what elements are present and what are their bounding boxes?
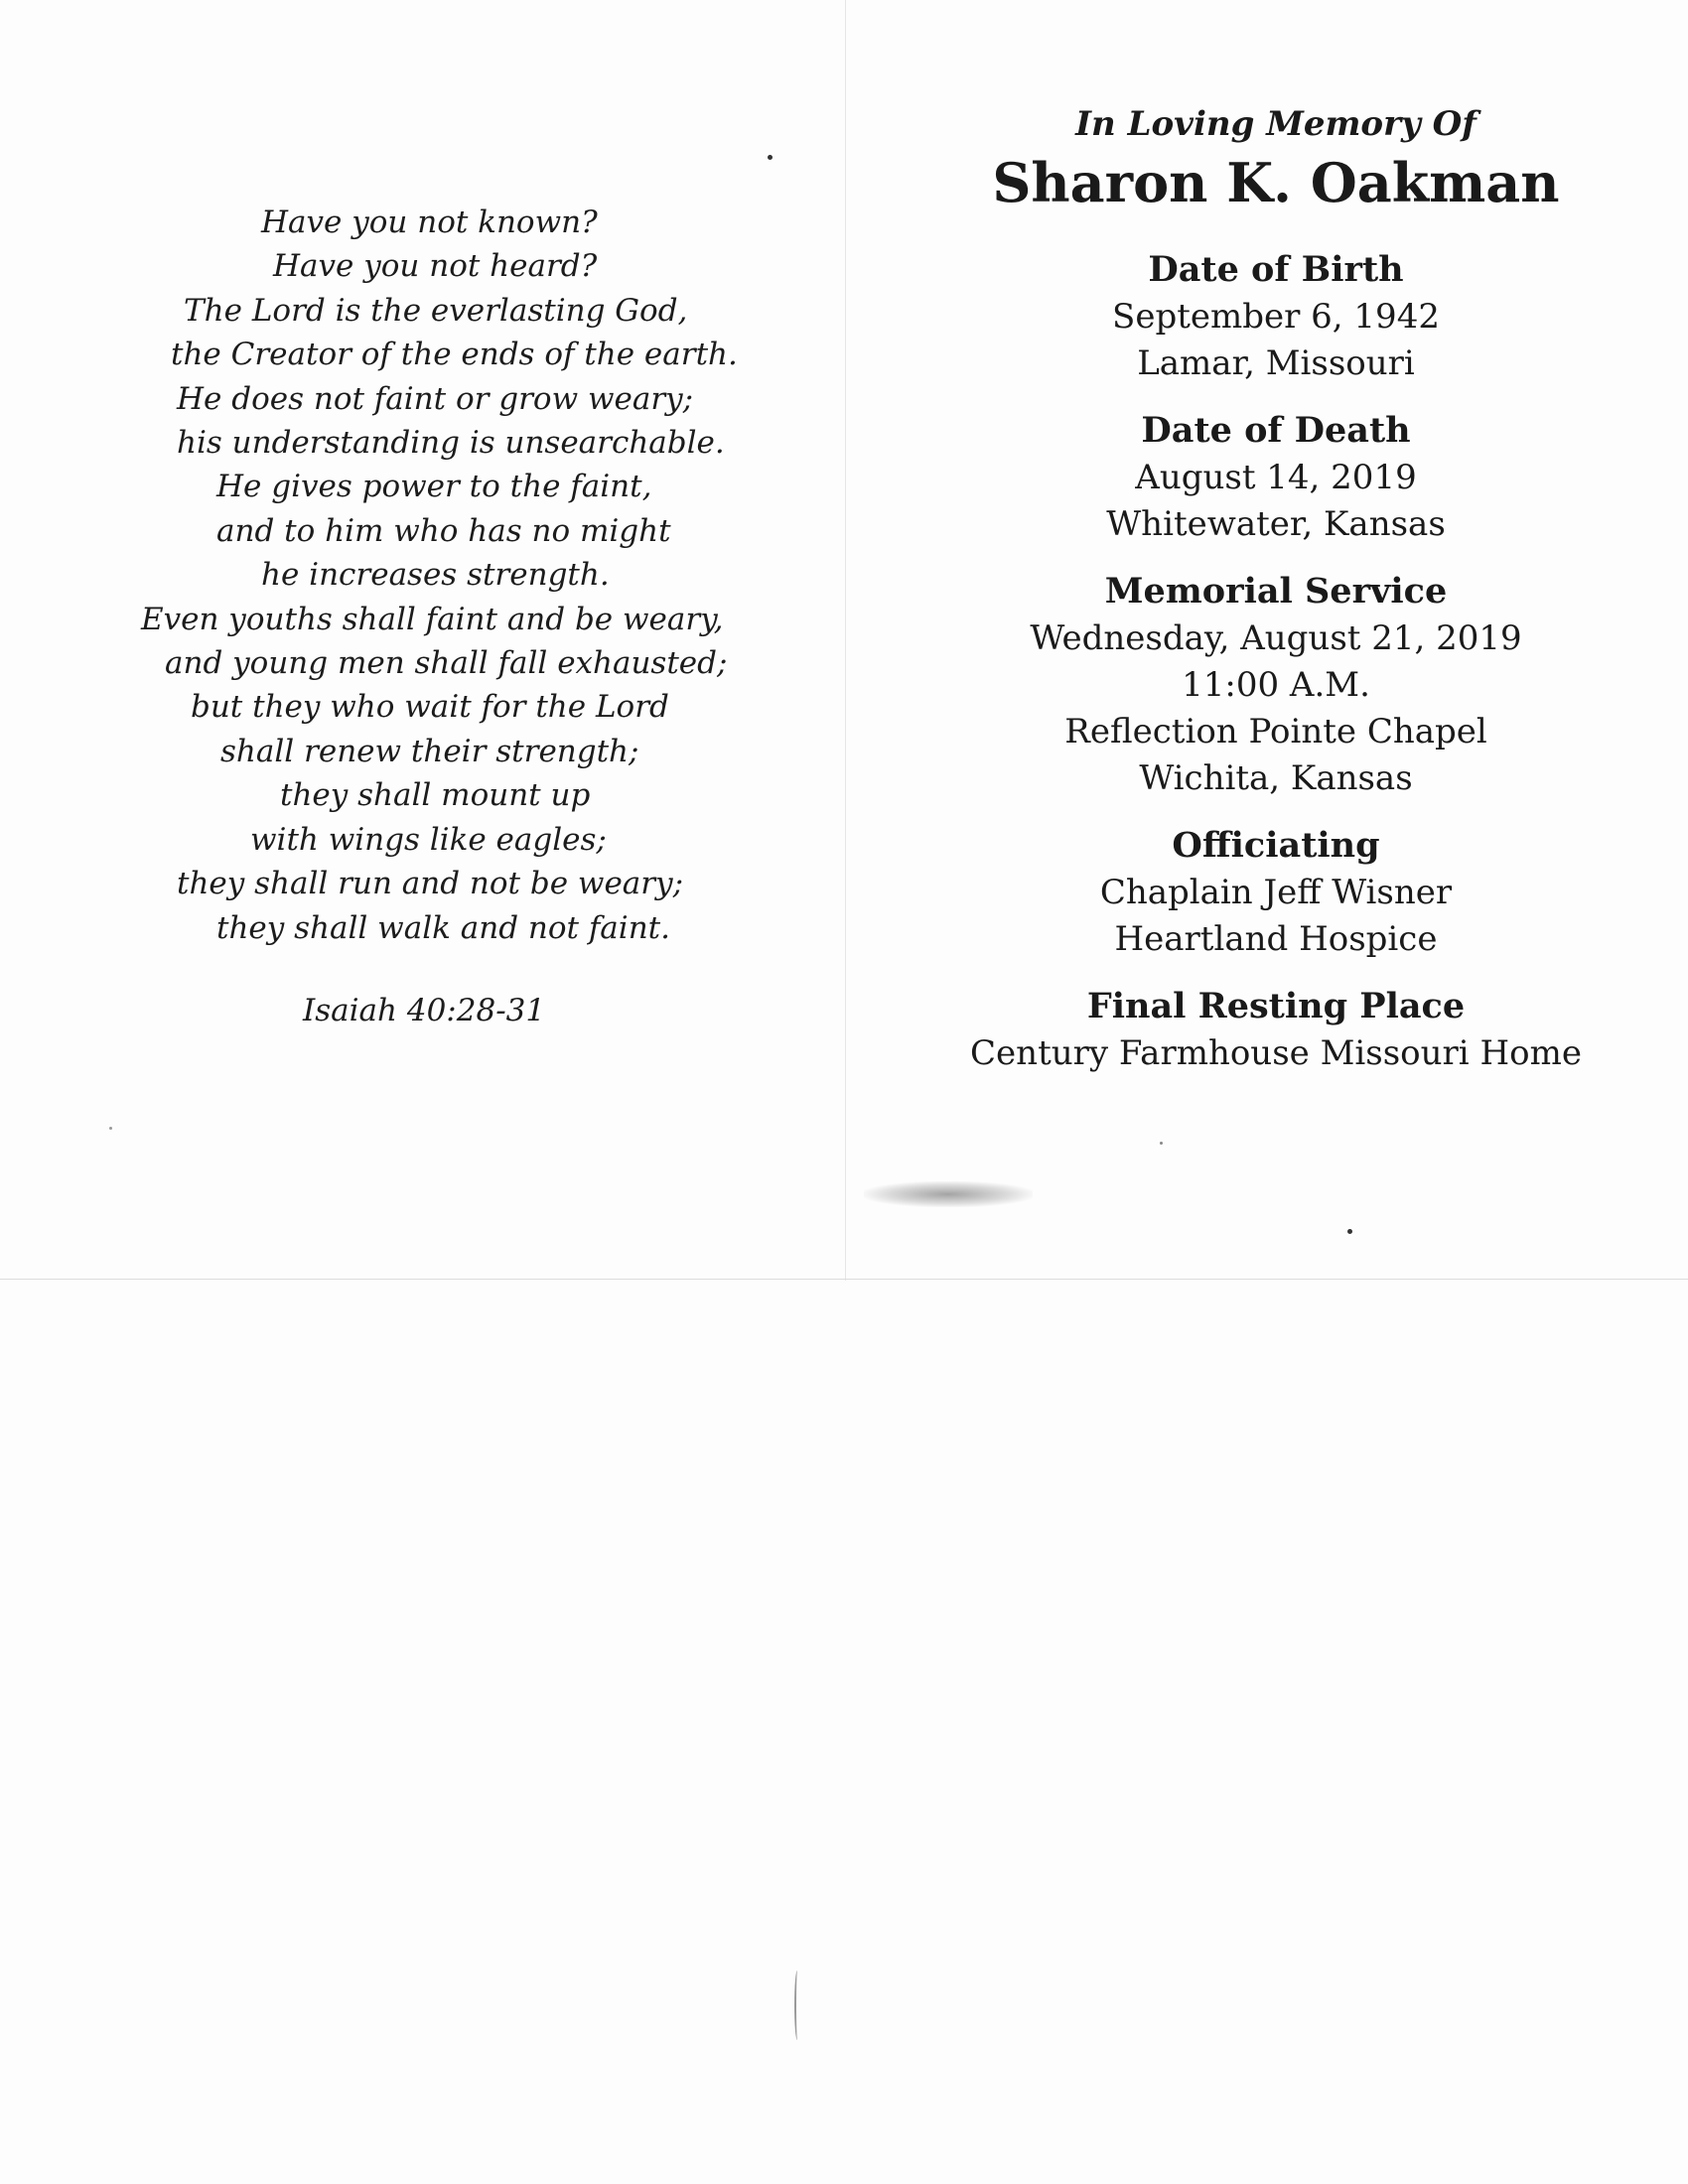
service-venue: Reflection Pointe Chapel [1064,712,1487,751]
section-title: Officiating [1172,825,1380,866]
scan-scratch [794,1971,800,2040]
birth-date: September 6, 1942 [1112,297,1440,337]
memory-heading: In Loving Memory Of [1075,104,1477,144]
horizontal-fold-line [0,1279,1688,1280]
officiant-name: Chaplain Jeff Wisner [1099,873,1453,912]
section-title: Date of Death [1141,410,1411,451]
service-city: Wichita, Kansas [1139,758,1413,798]
poem-line: with wings like eagles; [250,821,607,858]
death-date: August 14, 2019 [1135,458,1417,497]
service-time: 11:00 A.M. [1182,665,1370,705]
poem-line: but they who wait for the Lord [191,689,669,726]
resting-place-section [914,983,1638,1077]
poem-line: He does not faint or grow weary; [177,380,694,417]
service-date: Wednesday, August 21, 2019 [1030,618,1522,658]
section-title: Date of Birth [1148,249,1404,290]
poem-line: the Creator of the ends of the earth. [171,337,738,373]
deceased-name: Sharon K. Oakman [992,151,1560,214]
poem-line: Have you not known? [261,205,598,240]
poem-line: they shall walk and not faint. [216,909,670,946]
poem-line: his understanding is unsearchable. [177,425,725,462]
poem-line: he increases strength. [261,557,610,594]
scan-speck [1347,1229,1352,1234]
scripture-citation: Isaiah 40:28-31 [303,993,546,1028]
death-section [914,407,1638,548]
scan-speck [109,1127,112,1130]
poem-line: and young men shall fall exhausted; [165,645,728,682]
resting-place: Century Farmhouse Missouri Home [970,1033,1582,1073]
death-place: Whitewater, Kansas [1106,504,1446,544]
poem-line: Even youths shall faint and be weary, [141,601,724,637]
service-section [914,568,1638,802]
poem-line: He gives power to the faint, [216,469,652,505]
vertical-fold-line [845,0,846,1281]
poem-line: and to him who has no might [216,512,671,549]
scan-speck [768,155,773,160]
poem-line: shall renew their strength; [220,733,639,769]
officiating-section [914,822,1638,963]
birth-section [914,246,1638,387]
section-title: Final Resting Place [1086,986,1466,1026]
section-title: Memorial Service [1104,571,1448,612]
officiant-organization: Heartland Hospice [1114,919,1438,959]
poem-line: The Lord is the everlasting God, [184,292,688,329]
scan-smudge [864,1181,1033,1207]
scan-speck [1160,1142,1163,1145]
poem-line: Have you not heard? [273,248,598,285]
scripture-poem [99,201,738,950]
birth-place: Lamar, Missouri [1137,343,1415,383]
memorial-details [914,99,1638,1097]
poem-line: they shall mount up [280,777,591,814]
poem-line: they shall run and not be weary; [177,866,684,902]
